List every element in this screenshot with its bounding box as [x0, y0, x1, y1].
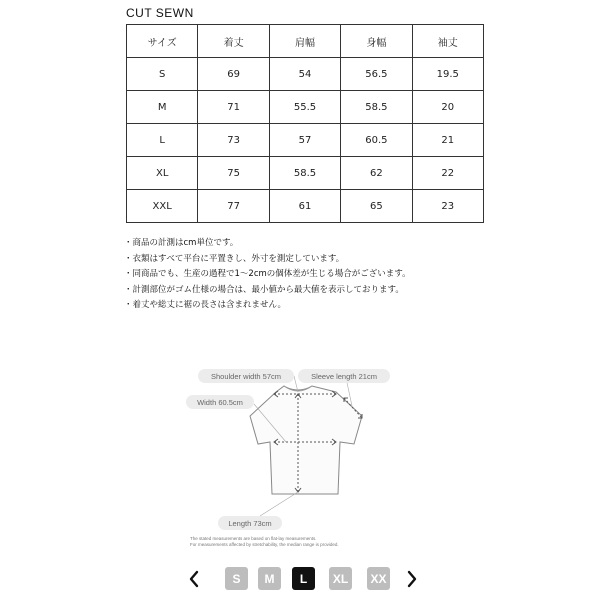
note-line: ・商品の計測はcm単位です。: [124, 238, 239, 248]
next-button[interactable]: [404, 566, 420, 592]
note-line: ・同商品でも、生産の過程で1～2cmの個体差が生じる場合がございます。: [124, 269, 411, 279]
table-row: [127, 91, 484, 124]
page-title: CUT SEWN: [126, 6, 194, 20]
cell-sleeve: 21: [412, 124, 483, 157]
size-option-s[interactable]: S: [225, 567, 248, 590]
table-row: [127, 190, 484, 223]
size-table: [126, 24, 484, 223]
chevron-left-icon: [186, 566, 202, 592]
cell-width: 62: [341, 157, 412, 190]
cell-size: L: [127, 124, 198, 157]
cell-size: XXL: [127, 190, 198, 223]
prev-button[interactable]: [186, 566, 202, 592]
table-header-row: [127, 25, 484, 58]
shoulder-width-label: Shoulder width 57cm: [210, 372, 282, 381]
cell-length: 73: [198, 124, 269, 157]
cell-shoulder: 61: [269, 190, 340, 223]
note-line: ・着丈や総丈に裾の長さは含まれません。: [124, 300, 287, 310]
cell-shoulder: 55.5: [269, 91, 340, 124]
header-length: 着丈: [198, 25, 269, 58]
cell-sleeve: 22: [412, 157, 483, 190]
cell-size: M: [127, 91, 198, 124]
table-row: [127, 58, 484, 91]
cell-size: S: [127, 58, 198, 91]
note-line: ・衣類はすべて平台に平置きし、外寸を測定しています。: [124, 253, 345, 264]
cell-length: 71: [198, 91, 269, 124]
cell-width: 65: [341, 190, 412, 223]
chevron-right-icon: [404, 566, 420, 592]
cell-length: 69: [198, 58, 269, 91]
length-label: Length 73cm: [228, 519, 272, 528]
header-sleeve: 袖丈: [412, 25, 483, 58]
header-width: 身幅: [341, 25, 412, 58]
table-row: [127, 124, 484, 157]
table-row: [127, 157, 484, 190]
disclaimer-line: For measurements affected by stretchability, the median range is provided.: [190, 542, 339, 547]
size-option-xl[interactable]: XL: [329, 567, 352, 590]
size-option-l[interactable]: L: [292, 567, 315, 590]
tshirt-measurement-diagram: [186, 364, 406, 536]
size-navigation: [0, 566, 600, 592]
cell-size: XL: [127, 157, 198, 190]
sleeve-length-label: Sleeve length 21cm: [311, 372, 377, 381]
cell-shoulder: 54: [269, 58, 340, 91]
cell-width: 60.5: [341, 124, 412, 157]
length-leader-line: [260, 492, 298, 516]
width-label: Width 60.5cm: [197, 398, 243, 407]
header-shoulder: 肩幅: [269, 25, 340, 58]
note-line: ・計測部位がゴム仕様の場合は、最小値から最大値を表示しております。: [124, 284, 404, 295]
cell-sleeve: 20: [412, 91, 483, 124]
cell-sleeve: 19.5: [412, 58, 483, 91]
measurement-disclaimer: [190, 536, 339, 548]
tshirt-outline: [250, 386, 362, 494]
header-size: サイズ: [127, 25, 198, 58]
cell-length: 75: [198, 157, 269, 190]
cell-shoulder: 58.5: [269, 157, 340, 190]
cell-shoulder: 57: [269, 124, 340, 157]
measurement-notes: [124, 236, 411, 314]
cell-width: 58.5: [341, 91, 412, 124]
disclaimer-line: The stated measurements are based on flat-lay measurements.: [190, 536, 317, 541]
size-option-xxl[interactable]: XX: [367, 567, 390, 590]
size-option-m[interactable]: M: [258, 567, 281, 590]
cell-length: 77: [198, 190, 269, 223]
cell-sleeve: 23: [412, 190, 483, 223]
cell-width: 56.5: [341, 58, 412, 91]
